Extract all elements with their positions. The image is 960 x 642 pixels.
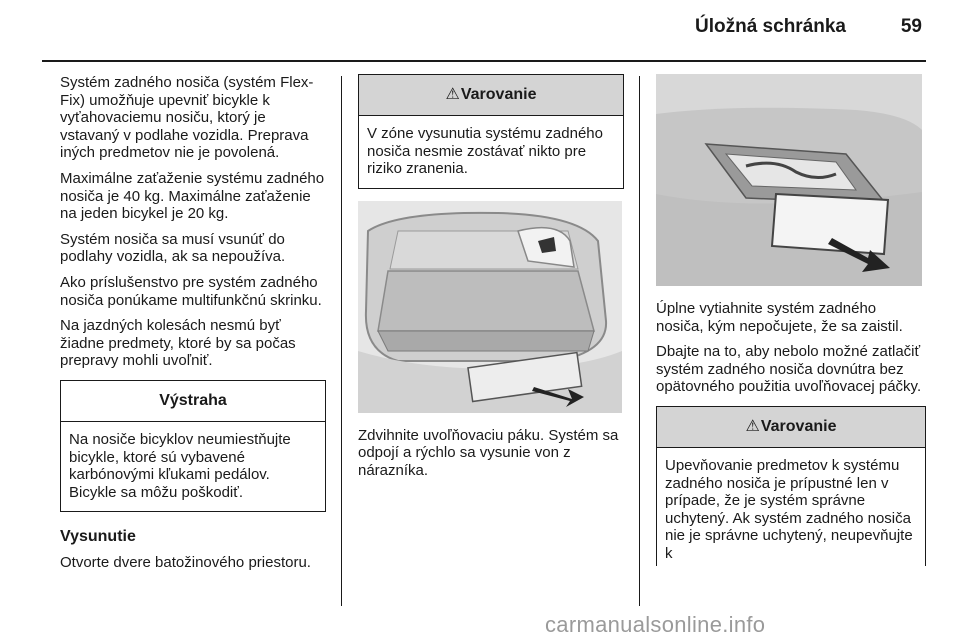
caution-title: Výstraha xyxy=(61,381,325,422)
trunk-release-lever-illustration xyxy=(358,201,622,413)
paragraph: Systém zadného nosiča (systém Flex-Fix) umožňuje upevniť bicykle k vyťahovaciemu nosiču, ktorý je vstavaný v podlahe vozidla. Preprava iných predmetov nie je povolená. xyxy=(60,74,314,162)
header-rule xyxy=(42,60,926,62)
paragraph: Systém nosiča sa musí vsunúť do podlahy vozidla, ak sa nepoužíva. xyxy=(60,230,286,266)
column-2 xyxy=(358,74,624,488)
warning-title: Varovanie xyxy=(760,417,837,435)
warning-triangle-icon: ⚠ xyxy=(745,417,760,435)
warning-header xyxy=(359,75,623,116)
paragraph: Dbajte na to, aby nebolo možné zatlačiť systém zadného nosiča dovnútra bez opätovného použitia uvoľňovacej páčky. xyxy=(656,343,922,396)
paragraph: Úplne vytiahnite systém zadného nosiča, kým nepočujete, že sa zaistil. xyxy=(656,300,903,335)
warning-title: Varovanie xyxy=(460,86,537,103)
warning-text: V zóne vysunutia systému zadného nosiča nesmie zostávať nikto pre riziko zranenia. xyxy=(367,125,603,178)
page-title: Úložná schránka xyxy=(695,16,846,37)
warning-box xyxy=(656,406,926,566)
column-divider-1 xyxy=(341,76,342,606)
paragraph: Na jazdných kolesách nesmú byť žiadne predmety, ktoré by sa počas prepravy mohli uvoľniť. xyxy=(60,317,296,370)
column-divider-2 xyxy=(639,76,640,606)
column-1 xyxy=(60,74,326,579)
figure-caption: Zdvihnite uvoľňovaciu páku. Systém sa odpojí a rýchlo sa vysunie von z nárazníka. xyxy=(358,426,619,479)
warning-box xyxy=(358,74,624,189)
pull-out-carrier-illustration xyxy=(656,74,922,286)
paragraph: Otvorte dvere batožinového priestoru. xyxy=(60,553,311,571)
warning-triangle-icon: ⚠ xyxy=(445,86,460,103)
section-heading: Vysunutie xyxy=(60,528,136,546)
paragraph: Maximálne zaťaženie systému zadného nosiča je 40 kg. Maximálne zaťaženie na jeden bicykel je 20 kg. xyxy=(60,169,325,223)
watermark: carmanualsonline.info xyxy=(545,612,766,637)
warning-header xyxy=(657,407,925,448)
paragraph: Ako príslušenstvo pre systém zadného nosiča ponúkame multifunkčnú skrinku. xyxy=(60,273,322,309)
caution-text: Na nosiče bicyklov neumiestňujte bicykle, ktoré sú vybavené karbónovými kľukami pedálov. Bicykle sa môžu poškodiť. xyxy=(69,430,291,501)
caution-box xyxy=(60,380,326,512)
column-3 xyxy=(656,74,926,566)
page-header xyxy=(0,0,960,60)
page-number: 59 xyxy=(900,16,922,37)
warning-text: Upevňovanie predmetov k systému zadného nosiča je prípustné len v prípade, že je systém správne uchytený. Ak systém zadného nosiča nie je správne uchytený, neupevňujte k xyxy=(665,456,913,562)
